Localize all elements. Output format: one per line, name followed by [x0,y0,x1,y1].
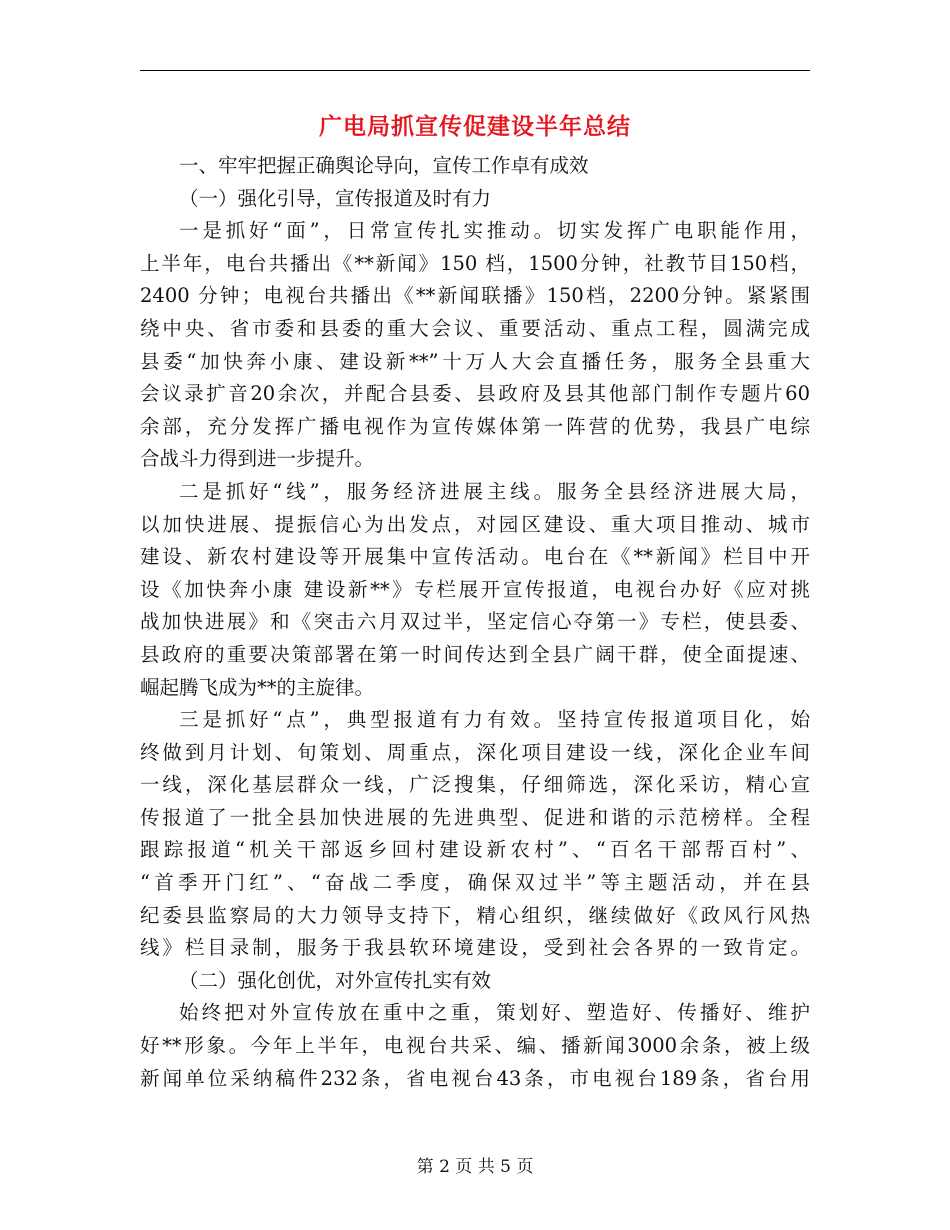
paragraph-line: 设《加快奔小康 建设新**》专栏展开宣传报道，电视台办好《应对挑 [140,577,810,601]
paragraph-line: 县委“加快奔小康、建设新**”十万人大会直播任务，服务全县重大 [140,349,810,373]
paragraph-line: 2400 分钟；电视台共播出《**新闻联播》150档，2200分钟。紧紧围 [140,284,810,308]
subsection-heading: （二）强化创优，对外宣传扎实有效 [179,968,492,992]
paragraph-line: 传报道了一批全县加快进展的先进典型、促进和谐的示范榜样。全程 [140,805,810,829]
paragraph-line: 战加快进展》和《突击六月双过半，坚定信心夺第一》专栏，使县委、 [140,610,810,634]
paragraph-line: 建设、新农村建设等开展集中宣传活动。电台在《**新闻》栏目中开 [140,545,810,569]
paragraph-line: 以加快进展、提振信心为出发点，对园区建设、重大项目推动、城市 [140,512,810,536]
section-heading: 一、牢牢把握正确舆论导向，宣传工作卓有成效 [179,154,589,177]
paragraph-line: 二是抓好“线”，服务经济进展主线。服务全县经济进展大局， [179,479,810,503]
paragraph-line: 终做到月计划、旬策划、周重点，深化项目建设一线，深化企业车间 [140,740,810,764]
paragraph-line: 线》栏目录制，服务于我县软环境建设，受到社会各界的一致肯定。 [140,936,810,960]
paragraph-line: 新闻单位采纳稿件232条，省电视台43条，市电视台189条，省台用 [140,1066,810,1090]
header-rule [140,70,810,71]
paragraph-line: 一是抓好“面”，日常宣传扎实推动。切实发挥广电职能作用， [179,219,810,243]
document-body [140,150,810,1095]
paragraph-line: 余部，充分发挥广播电视作为宣传媒体第一阵营的优势，我县广电综 [140,414,810,438]
paragraph-line: 合战斗力得到进一步提升。 [140,447,375,471]
paragraph-line: 绕中央、省市委和县委的重大会议、重要活动、重点工程，圆满完成 [140,316,810,340]
paragraph-line: 三是抓好“点”，典型报道有力有效。坚持宣传报道项目化，始 [179,708,810,732]
paragraph-line: “首季开门红”、“奋战二季度，确保双过半”等主题活动，并在县 [140,871,810,895]
paragraph-line: 会议录扩音20余次，并配合县委、县政府及县其他部门制作专题片60 [140,382,810,406]
paragraph-line: 崛起腾飞成为**的主旋律。 [140,675,375,699]
paragraph-line: 纪委县监察局的大力领导支持下，精心组织，继续做好《政风行风热 [140,903,810,927]
paragraph-line: 一线，深化基层群众一线，广泛搜集，仔细筛选，深化采访，精心宣 [140,773,810,797]
paragraph-line: 上半年，电台共播出《**新闻》150 档，1500分钟，社教节目150档， [140,251,810,275]
document-title: 广电局抓宣传促建设半年总结 [319,113,631,140]
paragraph-line: 始终把对外宣传放在重中之重，策划好、塑造好、传播好、维护 [179,1001,810,1025]
paragraph-line: 跟踪报道“机关干部返乡回村建设新农村”、“百名干部帮百村”、 [140,838,810,862]
page-footer: 第 2 页 共 5 页 [416,1157,534,1177]
paragraph-line: 好**形象。今年上半年，电视台共采、编、播新闻3000余条，被上级 [140,1034,810,1058]
subsection-heading: （一）强化引导，宣传报道及时有力 [179,186,492,210]
paragraph-line: 县政府的重要决策部署在第一时间传达到全县广阔干群，使全面提速、 [140,642,810,666]
